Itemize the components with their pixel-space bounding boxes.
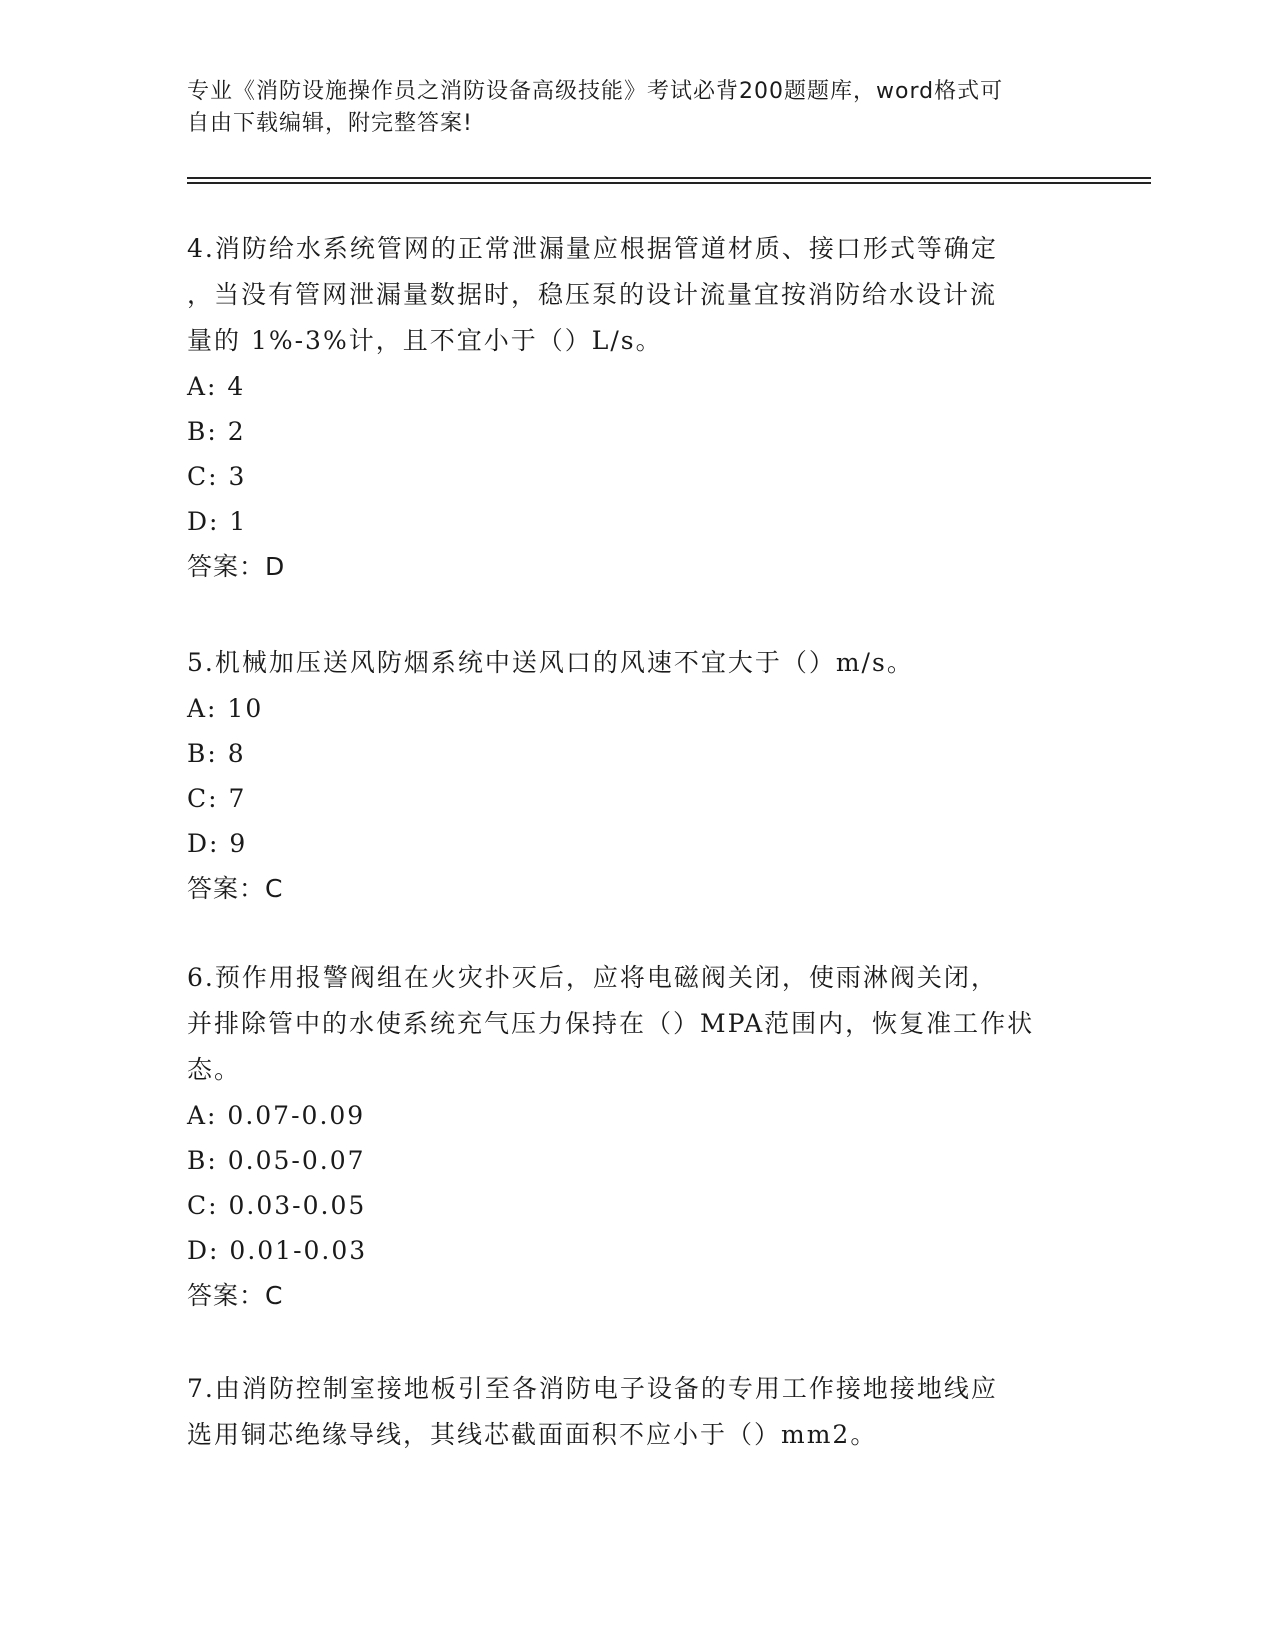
header-divider-top (187, 177, 1151, 179)
option-b: B: 0.05-0.07 (187, 1146, 366, 1175)
header-line-2: 自由下载编辑，附完整答案! (187, 111, 473, 136)
question-text-line: ，当没有管网泄漏量数据时，稳压泵的设计流量宜按消防给水设计流 (187, 280, 998, 309)
document-header (187, 76, 1067, 140)
option-c: C: 3 (187, 462, 247, 491)
question-7 (187, 1366, 1087, 1458)
option-b: B: 8 (187, 739, 246, 768)
question-text-line: 量的 1%-3%计，且不宜小于（）L/s。 (187, 326, 663, 355)
answer-line: 答案：C (187, 874, 284, 903)
option-c: C: 0.03-0.05 (187, 1191, 367, 1220)
question-text-line: 4.消防给水系统管网的正常泄漏量应根据管道材质、接口形式等确定 (187, 234, 998, 263)
option-a: A: 0.07-0.09 (187, 1101, 366, 1130)
header-line-1: 专业《消防设施操作员之消防设备高级技能》考试必背200题题库，word格式可 (187, 79, 1004, 104)
question-text-line: 5.机械加压送风防烟系统中送风口的风速不宜大于（）m/s。 (187, 648, 914, 677)
option-d: D: 9 (187, 829, 248, 858)
option-b: B: 2 (187, 417, 246, 446)
option-a: A: 10 (187, 694, 264, 723)
option-d: D: 0.01-0.03 (187, 1236, 368, 1265)
question-6 (187, 955, 1087, 1319)
answer-line: 答案：D (187, 552, 286, 581)
question-text-line: 6.预作用报警阀组在火灾扑灭后，应将电磁阀关闭，使雨淋阀关闭， (187, 963, 998, 992)
question-4 (187, 226, 1087, 590)
option-d: D: 1 (187, 507, 248, 536)
question-text-line: 态。 (187, 1055, 242, 1084)
question-text-line: 并排除管中的水使系统充气压力保持在（）MPA范围内，恢复准工作状 (187, 1009, 1035, 1038)
answer-line: 答案：C (187, 1281, 284, 1310)
option-a: A: 4 (187, 372, 246, 401)
header-divider-bottom (187, 182, 1151, 184)
question-text-line: 7.由消防控制室接地板引至各消防电子设备的专用工作接地接地线应 (187, 1374, 998, 1403)
question-5 (187, 640, 1087, 912)
question-text-line: 选用铜芯绝缘导线，其线芯截面面积不应小于（）mm2。 (187, 1420, 878, 1449)
option-c: C: 7 (187, 784, 247, 813)
